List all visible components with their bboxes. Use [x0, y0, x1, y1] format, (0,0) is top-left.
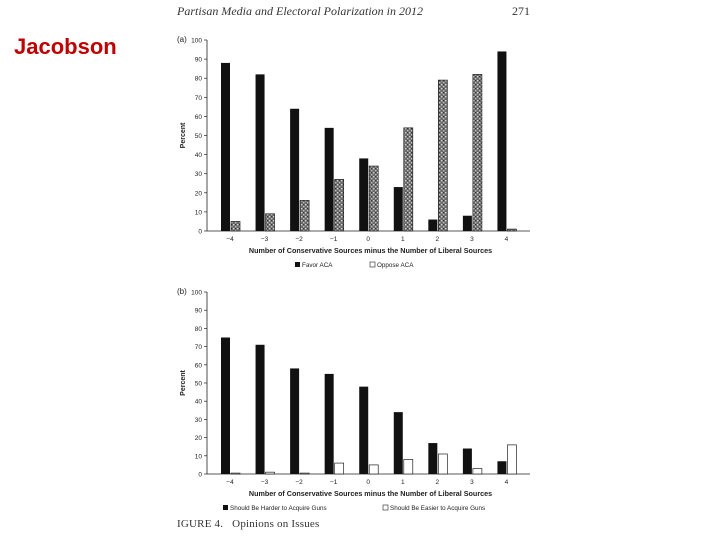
bar-series-1	[428, 220, 437, 231]
bar-series-2	[231, 221, 240, 231]
y-tick-label: 60	[194, 362, 202, 370]
chart-panel-a	[177, 35, 530, 269]
bar-series-1	[428, 443, 437, 474]
y-tick-label: 90	[194, 307, 202, 315]
legend-label-1: Should Be Harder to Acquire Guns	[230, 505, 327, 512]
bar-series-1	[256, 345, 265, 474]
x-tick-label: 2	[435, 236, 440, 243]
x-tick-label: 1	[400, 479, 405, 486]
y-tick-label: 0	[198, 228, 202, 236]
x-tick-label: −1	[329, 236, 338, 243]
bar-series-2	[335, 463, 344, 474]
bar-series-1	[394, 187, 403, 231]
bar-series-2	[369, 465, 378, 474]
x-tick-label: 3	[470, 236, 474, 243]
y-tick-label: 70	[194, 94, 202, 102]
running-head: Partisan Media and Electoral Polarization in 2012	[177, 4, 423, 18]
bar-series-2	[300, 473, 309, 474]
caption-text: Opinions on Issues	[232, 518, 320, 530]
book-page	[165, 0, 540, 540]
x-axis-label: Number of Conservative Sources minus the Number of Liberal Sources	[248, 246, 493, 255]
bar-series-2	[507, 445, 516, 474]
x-tick-label: −2	[295, 479, 303, 486]
y-tick-label: 30	[194, 416, 202, 424]
bar-series-2	[300, 200, 309, 231]
y-tick-label: 10	[194, 453, 202, 461]
bar-series-2	[266, 472, 275, 474]
bar-series-2	[369, 166, 378, 231]
x-tick-label: −3	[260, 479, 269, 486]
bar-series-1	[221, 338, 230, 475]
x-tick-label: −3	[260, 236, 269, 243]
bar-series-1	[290, 109, 299, 231]
y-tick-label: 80	[194, 325, 202, 333]
legend-label-2: Should Be Easier to Acquire Guns	[390, 505, 486, 512]
bar-series-1	[359, 387, 368, 474]
bar-series-1	[394, 412, 403, 474]
bar-series-1	[497, 51, 506, 231]
page-number: 271	[512, 4, 530, 18]
x-tick-label: 4	[504, 236, 509, 243]
bar-series-2	[335, 179, 344, 231]
x-tick-label: 2	[435, 479, 440, 486]
chart-panel-b	[177, 287, 530, 512]
panel-label: (b)	[177, 287, 187, 296]
y-tick-label: 70	[194, 344, 202, 352]
bar-series-2	[438, 80, 447, 231]
y-tick-label: 20	[194, 435, 202, 443]
bar-series-1	[463, 449, 472, 474]
caption-figure-number: IGURE 4.	[177, 518, 224, 530]
y-tick-label: 40	[194, 152, 202, 160]
bar-series-2	[473, 469, 482, 474]
y-tick-label: 40	[194, 398, 202, 406]
y-axis-label: Percent	[180, 122, 187, 149]
x-tick-label: 0	[366, 236, 371, 243]
bar-series-2	[404, 128, 413, 231]
legend-label-2: Oppose ACA	[377, 262, 414, 269]
y-tick-label: 20	[194, 190, 202, 198]
bar-series-1	[325, 374, 334, 474]
bar-series-2	[266, 214, 275, 231]
bar-series-2	[473, 74, 482, 231]
legend-swatch-2	[370, 262, 375, 267]
x-tick-label: −4	[226, 236, 234, 243]
bar-series-1	[497, 461, 506, 474]
panel-label: (a)	[177, 35, 187, 44]
y-tick-label: 80	[194, 75, 202, 83]
y-axis-label: Percent	[180, 370, 187, 396]
legend-label-1: Favor ACA	[302, 262, 333, 269]
y-tick-label: 100	[191, 37, 202, 45]
y-tick-label: 30	[194, 171, 202, 179]
bar-series-2	[231, 473, 240, 474]
figure-4	[165, 0, 540, 540]
y-tick-label: 0	[198, 471, 202, 479]
x-tick-label: 4	[504, 479, 509, 486]
bar-series-2	[438, 454, 447, 474]
bar-series-1	[221, 63, 230, 231]
x-tick-label: −1	[329, 479, 338, 486]
bar-series-1	[290, 368, 299, 474]
bar-series-2	[404, 459, 413, 474]
bar-series-1	[256, 74, 265, 231]
legend-swatch-2	[383, 505, 388, 510]
x-tick-label: −4	[226, 479, 234, 486]
x-tick-label: 1	[400, 236, 405, 243]
x-tick-label: −2	[295, 236, 303, 243]
x-axis-label: Number of Conservative Sources minus the Number of Liberal Sources	[248, 489, 493, 498]
slide-title-label: Jacobson	[14, 34, 117, 59]
x-tick-label: 0	[366, 479, 371, 486]
x-tick-label: 3	[470, 479, 474, 486]
bar-series-1	[463, 216, 472, 231]
legend-swatch-1	[295, 262, 300, 267]
legend-swatch-1	[223, 505, 228, 510]
bar-series-2	[507, 229, 516, 231]
y-tick-label: 60	[194, 113, 202, 121]
bar-series-1	[325, 128, 334, 231]
y-tick-label: 50	[194, 133, 202, 140]
y-tick-label: 10	[194, 209, 202, 217]
bar-series-1	[359, 158, 368, 231]
figure-caption	[177, 518, 320, 530]
y-tick-label: 90	[194, 56, 202, 64]
y-tick-label: 50	[194, 380, 202, 388]
y-tick-label: 100	[191, 289, 202, 297]
